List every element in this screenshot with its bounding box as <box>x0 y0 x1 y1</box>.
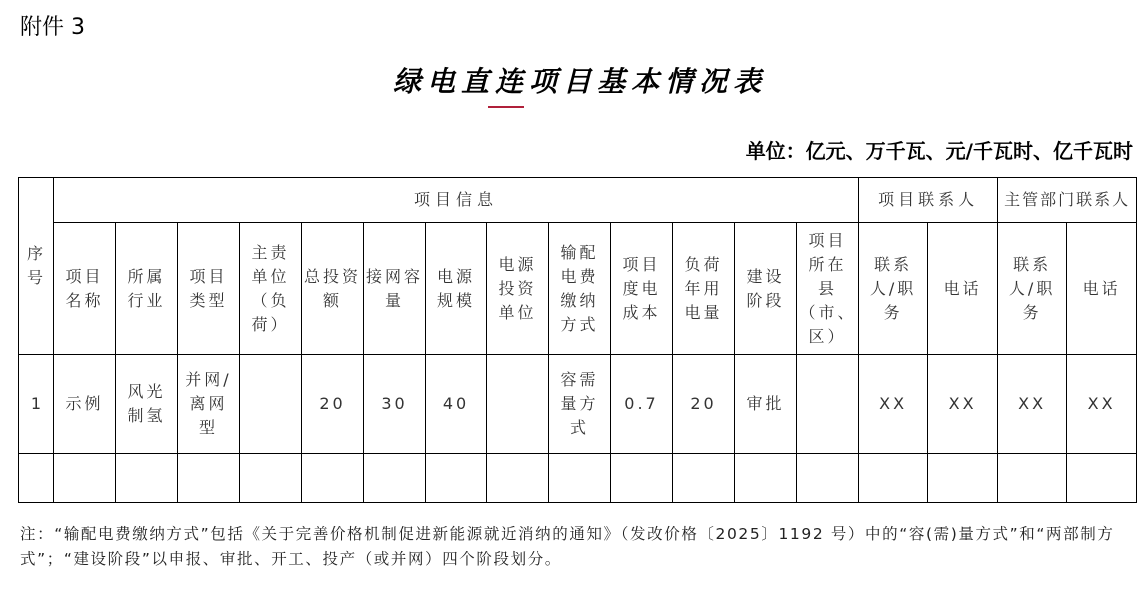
header-columns-row <box>19 223 1137 355</box>
table-cell <box>178 454 240 503</box>
table-cell: XX <box>1067 355 1137 454</box>
column-header: 电源投资单位 <box>487 223 549 355</box>
table-cell: 容需量方式 <box>549 355 611 454</box>
table-cell <box>549 454 611 503</box>
table-cell <box>240 454 302 503</box>
column-header: 联系人/职务 <box>998 223 1067 355</box>
table-cell: 30 <box>364 355 426 454</box>
table-cell: XX <box>859 355 928 454</box>
table-cell <box>797 454 859 503</box>
table-cell <box>673 454 735 503</box>
table-cell <box>998 454 1067 503</box>
table-cell: 40 <box>426 355 487 454</box>
header-group-row <box>19 178 1137 223</box>
table-cell <box>487 454 549 503</box>
column-header: 所属行业 <box>116 223 178 355</box>
column-header: 输配电费缴纳方式 <box>549 223 611 355</box>
footnote: 注：“输配电费缴纳方式”包括《关于完善价格机制促进新能源就近消纳的通知》（发改价格〔2025〕1192 号）中的“容(需)量方式”和“两部制方式”；“建设阶段”以申报、审批、开工、投产（或并网）四个阶段划分。 <box>20 525 1115 568</box>
column-header: 电源规模 <box>426 223 487 355</box>
column-header: 项目名称 <box>54 223 116 355</box>
table-cell <box>611 454 673 503</box>
table-cell <box>859 454 928 503</box>
table-cell <box>240 355 302 454</box>
column-header: 项目所在县（市、区） <box>797 223 859 355</box>
table-cell <box>928 454 998 503</box>
table-cell: 风光制氢 <box>116 355 178 454</box>
header-project-info: 项目信息 <box>54 178 859 223</box>
table-cell <box>735 454 797 503</box>
table-cell <box>1067 454 1137 503</box>
table-cell: XX <box>998 355 1067 454</box>
table-row <box>19 454 1137 503</box>
unit-line: 单位：亿元、万千瓦、元/千瓦时、亿千瓦时 <box>745 139 1133 163</box>
attachment-label: 附件 3 <box>20 15 85 40</box>
table-cell: 审批 <box>735 355 797 454</box>
column-header: 电话 <box>1067 223 1137 355</box>
column-header: 接网容量 <box>364 223 426 355</box>
header-project-contact: 项目联系人 <box>859 178 998 223</box>
table-cell: 20 <box>673 355 735 454</box>
table-cell <box>487 355 549 454</box>
table-row <box>19 355 1137 454</box>
column-header: 总投资额 <box>302 223 364 355</box>
table-cell <box>54 454 116 503</box>
table-cell <box>797 355 859 454</box>
table-cell: 并网/离网型 <box>178 355 240 454</box>
cell-seq: 1 <box>19 355 54 454</box>
column-header: 联系人/职务 <box>859 223 928 355</box>
table-cell <box>364 454 426 503</box>
column-header: 主责单位（负荷） <box>240 223 302 355</box>
header-dept-contact: 主管部门联系人 <box>998 178 1137 223</box>
column-header: 电话 <box>928 223 998 355</box>
table-cell <box>426 454 487 503</box>
title-underline <box>488 106 524 108</box>
table-cell: XX <box>928 355 998 454</box>
table-cell <box>302 454 364 503</box>
cell-seq <box>19 454 54 503</box>
column-header: 建设阶段 <box>735 223 797 355</box>
table-cell <box>116 454 178 503</box>
page-title: 绿电直连项目基本情况表 <box>392 65 767 98</box>
column-header: 负荷年用电量 <box>673 223 735 355</box>
project-table <box>18 177 1137 503</box>
column-header: 项目类型 <box>178 223 240 355</box>
table-cell: 示例 <box>54 355 116 454</box>
table-cell: 20 <box>302 355 364 454</box>
header-seq: 序号 <box>19 178 54 355</box>
table-cell: 0.7 <box>611 355 673 454</box>
column-header: 项目度电成本 <box>611 223 673 355</box>
